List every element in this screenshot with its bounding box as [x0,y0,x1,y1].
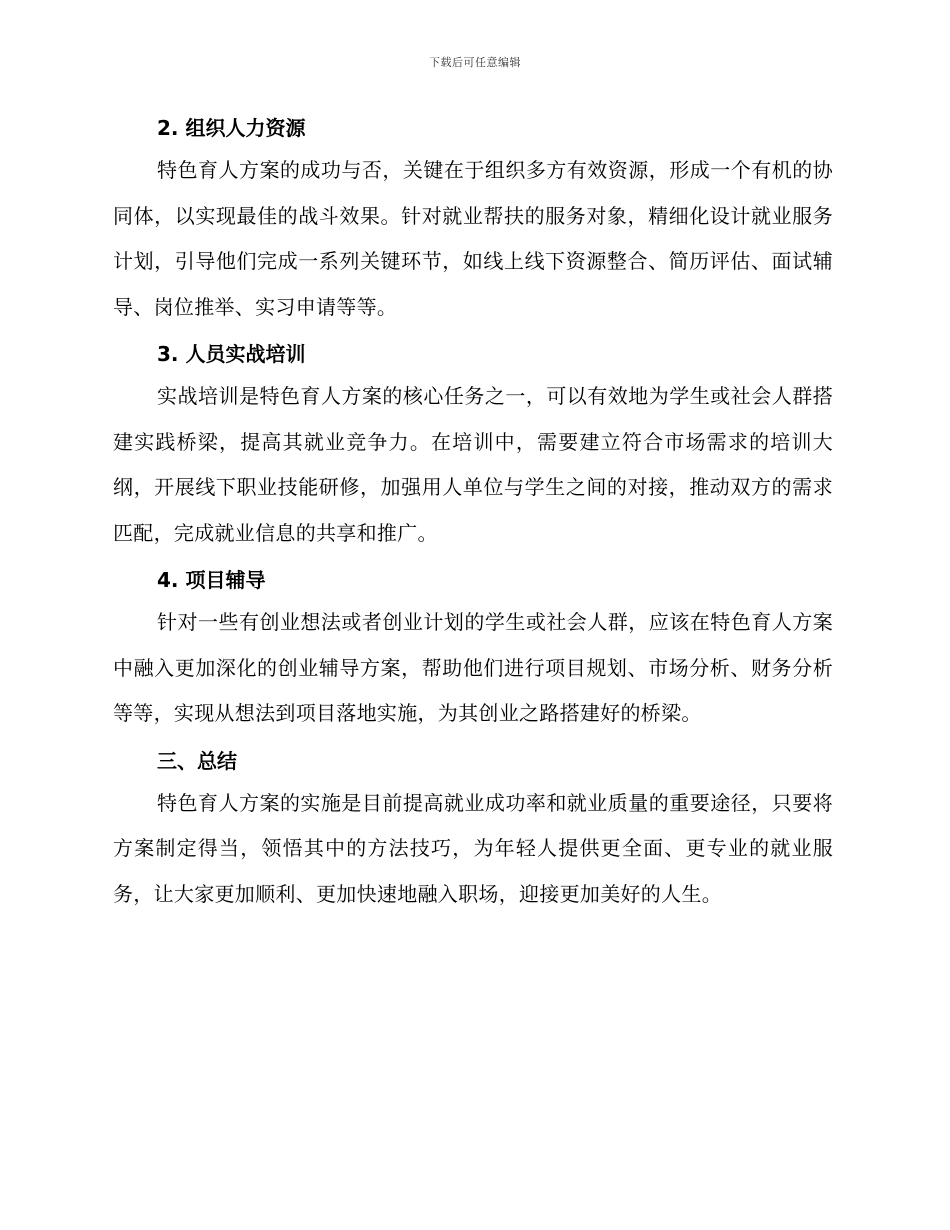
document-content [113,108,833,921]
section-body-summary: 特色育人方案的实施是目前提高就业成功率和就业质量的重要途径，只要将方案制定得当，领悟其中的方法技巧，为年轻人提供更全面、更专业的就业服务，让大家更加顺利、更加快速地融入职场，迎接更加美好的人生。 [113,790,833,906]
section-heading-organize-resources: 2. 组织人力资源 [157,116,306,140]
section-body-organize-resources: 特色育人方案的成功与否，关键在于组织多方有效资源，形成一个有机的协同体，以实现最佳的战斗效果。针对就业帮扶的服务对象，精细化设计就业服务计划，引导他们完成一系列关键环节，如线上线下资源整合、简历评估、面试辅导、岗位推举、实习申请等等。 [113,158,833,319]
section-heading-summary: 三、总结 [157,748,237,773]
section-heading-practical-training: 3. 人员实战培训 [157,342,306,366]
header-note: 下载后可任意编辑 [429,56,521,69]
section-heading-project-guidance: 4. 项目辅导 [157,568,266,592]
section-body-practical-training: 实战培训是特色育人方案的核心任务之一，可以有效地为学生或社会人群搭建实践桥梁，提高其就业竞争力。在培训中，需要建立符合市场需求的培训大纲，开展线下职业技能研修，加强用人单位与学生之间的对接，推动双方的需求匹配，完成就业信息的共享和推广。 [113,384,833,545]
section-body-project-guidance: 针对一些有创业想法或者创业计划的学生或社会人群，应该在特色育人方案中融入更加深化的创业辅导方案，帮助他们进行项目规划、市场分析、财务分析等等，实现从想法到项目落地实施，为其创业之路搭建好的桥梁。 [113,610,833,725]
